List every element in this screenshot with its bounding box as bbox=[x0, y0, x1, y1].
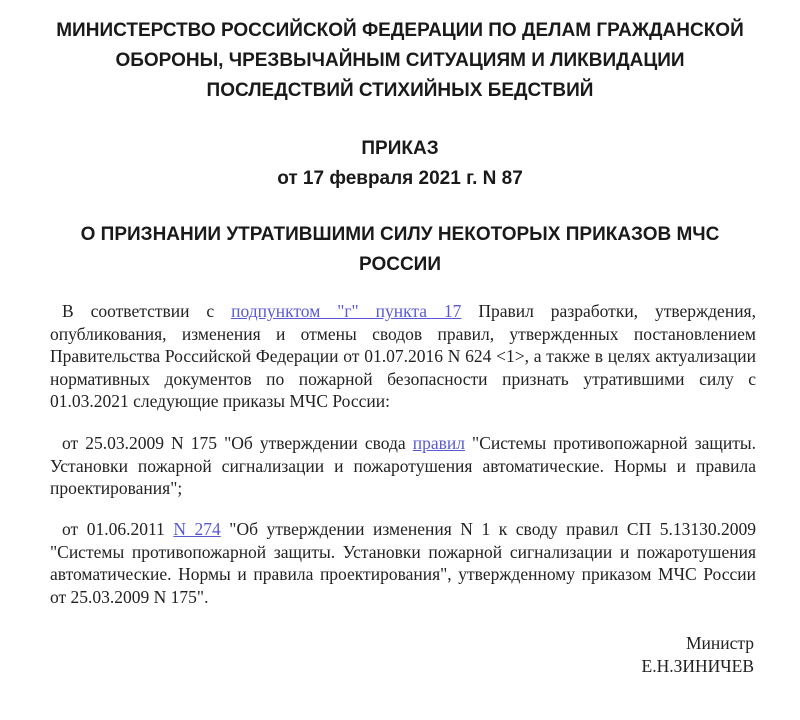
paragraph-2-text-end: "Системы противопожарной защиты. Установки пожарной сигнализации и пожаротушения автоматические. Нормы и правила проектирования"; bbox=[50, 433, 756, 498]
paragraph-order-274 bbox=[50, 518, 756, 608]
order-title-line-2: РОССИИ bbox=[359, 254, 441, 275]
paragraph-3-text-start: от 01.06.2011 bbox=[62, 519, 174, 539]
ministry-line-2: ОБОРОНЫ, ЧРЕЗВЫЧАЙНЫМ СИТУАЦИЯМ И ЛИКВИДАЦИИ bbox=[115, 50, 685, 71]
ministry-line-3: ПОСЛЕДСТВИЙ СТИХИЙНЫХ БЕДСТВИЙ bbox=[206, 80, 594, 101]
order-title bbox=[0, 220, 800, 280]
paragraph-order-175 bbox=[50, 432, 756, 500]
paragraph-preamble bbox=[50, 300, 756, 413]
paragraph-1-text-end: Правил разработки, утверждения, опубликования, изменения и отмены сводов правил, утвержденных постановлением Правительства Российской Федерации от 01.07.2016 N 624 <1>, а также в целях актуализации нормативных документов по пожарной безопасности признать утратившими силу с 01.03.2021 следующие приказы МЧС России: bbox=[50, 301, 756, 411]
rules-link[interactable]: правил bbox=[412, 433, 465, 453]
ministry-line-1: МИНИСТЕРСТВО РОССИЙСКОЙ ФЕДЕРАЦИИ ПО ДЕЛАМ ГРАЖДАНСКОЙ bbox=[56, 20, 744, 41]
order-title-line-1: О ПРИЗНАНИИ УТРАТИВШИМИ СИЛУ НЕКОТОРЫХ ПРИКАЗОВ МЧС bbox=[80, 224, 720, 245]
signature-name: Е.Н.ЗИНИЧЕВ bbox=[641, 655, 754, 676]
signature-block bbox=[642, 632, 755, 677]
paragraph-3-text-end: "Об утверждении изменения N 1 к своду правил СП 5.13130.2009 "Системы противопожарной защиты. Установки пожарной сигнализации и пожаротушения автоматические. Нормы и правила проектирования", утвержденному приказом МЧС России от 25.03.2009 N 175". bbox=[50, 519, 756, 607]
order-label: ПРИКАЗ bbox=[361, 138, 439, 159]
order-274-link[interactable]: N 274 bbox=[173, 519, 221, 539]
order-heading bbox=[0, 134, 800, 194]
ministry-heading bbox=[30, 16, 770, 106]
paragraph-1-text-start: В соответствии с bbox=[62, 301, 232, 321]
paragraph-2-text-start: от 25.03.2009 N 175 "Об утверждении свода bbox=[62, 433, 413, 453]
order-date: от 17 февраля 2021 г. N 87 bbox=[277, 168, 523, 189]
signature-title: Министр bbox=[685, 633, 754, 653]
subpoint-link[interactable]: подпунктом "г" пункта 17 bbox=[231, 301, 462, 321]
